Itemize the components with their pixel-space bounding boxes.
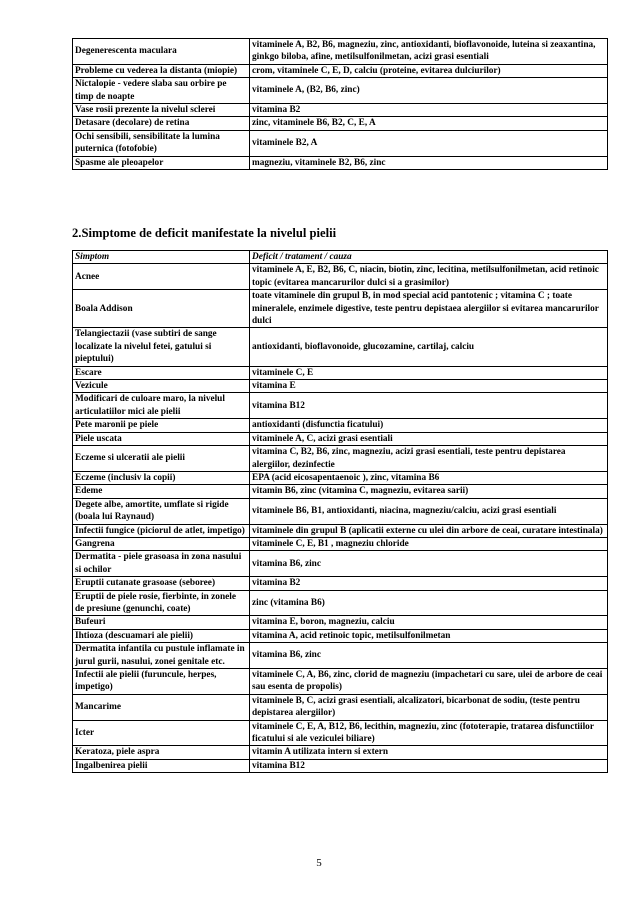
- table-row: [73, 759, 608, 772]
- deficit-cell: vitamina C, B2, B6, zinc, magneziu, acizi grasi esentiali, teste pentru depistarea alergiilor, dezinfectie: [250, 446, 608, 472]
- table-row: [73, 419, 608, 432]
- deficit-cell: vitamina B6, zinc: [250, 551, 608, 577]
- table-row: [73, 117, 608, 130]
- symptom-cell: Modificari de culoare maro, la nivelul articulatiilor mici ale pielii: [73, 393, 250, 419]
- table-header-row: [73, 251, 608, 264]
- deficit-cell: vitaminele A, (B2, B6, zinc): [250, 78, 608, 104]
- deficit-cell: vitamin B6, zinc (vitamina C, magneziu, evitarea sarii): [250, 485, 608, 498]
- table-row: [73, 498, 608, 524]
- table-row: [73, 130, 608, 156]
- symptom-cell: Keratoza, piele aspra: [73, 746, 250, 759]
- deficit-cell: magneziu, vitaminele B2, B6, zinc: [250, 156, 608, 169]
- deficit-cell: vitaminele C, A, B6, zinc, clorid de magneziu (impachetari cu sare, ulei de arbore de ceai sau esenta de propolis): [250, 669, 608, 695]
- table-row: [73, 104, 608, 117]
- section-2-heading: 2.Simptome de deficit manifestate la nivelul pielii: [72, 226, 337, 240]
- deficit-cell: vitaminele din grupul B (aplicatii externe cu ulei din arbore de ceai, curatare intestinala): [250, 524, 608, 537]
- deficit-cell: vitamina B2: [250, 577, 608, 590]
- table-row: [73, 471, 608, 484]
- table-row: [73, 393, 608, 419]
- deficit-cell: vitaminele B, C, acizi grasi esentiali, alcalizatori, bicarbonat de sodiu, (teste pentru depistarea alergiilor): [250, 694, 608, 720]
- table-row: [73, 290, 608, 328]
- deficit-cell: vitamin A utilizata intern si extern: [250, 746, 608, 759]
- deficit-cell: antioxidanti (disfunctia ficatului): [250, 419, 608, 432]
- symptom-cell: Dermatita - piele grasoasa in zona nasului si ochilor: [73, 551, 250, 577]
- deficit-cell: vitaminele C, E, A, B12, B6, lecithin, magneziu, zinc (fototerapie, tratarea disfunctiilor ficatului si ale veziculei biliare): [250, 720, 608, 746]
- deficit-cell: zinc, vitaminele B6, B2, C, E, A: [250, 117, 608, 130]
- symptom-cell: Icter: [73, 720, 250, 746]
- eye-symptoms-table: [72, 38, 608, 170]
- symptom-cell: Bufeuri: [73, 616, 250, 629]
- deficit-cell: vitaminele A, E, B2, B6, C, niacin, biotin, zinc, lecitina, metilsulfonilmetan, acid retinoic topic (evitarea mancarurilor dulci si a grasimilor): [250, 264, 608, 290]
- symptom-cell: Eczeme si ulceratii ale pielii: [73, 446, 250, 472]
- symptom-cell: Piele uscata: [73, 432, 250, 445]
- symptom-cell: Eruptii de piele rosie, fierbinte, in zonele de presiune (genunchi, coate): [73, 590, 250, 616]
- symptom-cell: Probleme cu vederea la distanta (miopie): [73, 64, 250, 77]
- table-row: [73, 694, 608, 720]
- symptom-cell: Eczeme (inclusiv la copii): [73, 471, 250, 484]
- symptom-cell: Edeme: [73, 485, 250, 498]
- symptom-cell: Boala Addison: [73, 290, 250, 328]
- symptom-cell: Infectii ale pielii (furuncule, herpes, impetigo): [73, 669, 250, 695]
- deficit-cell: vitamina B6, zinc: [250, 643, 608, 669]
- deficit-cell: toate vitaminele din grupul B, in mod special acid pantotenic ; vitamina C ; toate mineralele, enzimele digestive, teste pentru depistaea alergiilor si evitarea mancarurilor dulci: [250, 290, 608, 328]
- table-row: [73, 629, 608, 642]
- symptom-cell: Detasare (decolare) de retina: [73, 117, 250, 130]
- table-row: [73, 78, 608, 104]
- symptom-cell: Eruptii cutanate grasoase (seboree): [73, 577, 250, 590]
- page-number: 5: [316, 857, 322, 869]
- table-row: [73, 446, 608, 472]
- symptom-cell: Ihtioza (descuamari ale pielii): [73, 629, 250, 642]
- table-row: [73, 156, 608, 169]
- deficit-cell: vitamina B2: [250, 104, 608, 117]
- deficit-cell: vitamina B12: [250, 393, 608, 419]
- symptom-cell: Degete albe, amortite, umflate si rigide (boala lui Raynaud): [73, 498, 250, 524]
- skin-symptoms-table: [72, 250, 608, 773]
- symptom-cell: Degenerescenta maculara: [73, 39, 250, 65]
- symptom-cell: Escare: [73, 366, 250, 379]
- table-row: [73, 669, 608, 695]
- table-row: [73, 537, 608, 550]
- table-row: [73, 485, 608, 498]
- table-row: [73, 39, 608, 65]
- deficit-cell: vitaminele C, E, B1 , magneziu chloride: [250, 537, 608, 550]
- deficit-cell: vitamina B12: [250, 759, 608, 772]
- deficit-cell: vitaminele C, E: [250, 366, 608, 379]
- symptom-cell: Vezicule: [73, 380, 250, 393]
- symptom-cell: Telangiectazii (vase subtiri de sange localizate la nivelul fetei, gatului si pieptului): [73, 328, 250, 366]
- deficit-cell: antioxidanti, bioflavonoide, glucozamine, cartilaj, calciu: [250, 328, 608, 366]
- table-row: [73, 616, 608, 629]
- symptom-cell: Vase rosii prezente la nivelul sclerei: [73, 104, 250, 117]
- symptom-cell: Nictalopie - vedere slaba sau orbire pe timp de noapte: [73, 78, 250, 104]
- deficit-cell: vitaminele A, C, acizi grasi esentiali: [250, 432, 608, 445]
- deficit-cell: zinc (vitamina B6): [250, 590, 608, 616]
- deficit-cell: vitaminele A, B2, B6, magneziu, zinc, antioxidanti, bioflavonoide, luteina si zeaxantina, ginkgo biloba, afine, metilsulfonilmetan, acizi grasi esentiali: [250, 39, 608, 65]
- table-row: [73, 720, 608, 746]
- table-row: [73, 328, 608, 366]
- deficit-cell: vitamina E: [250, 380, 608, 393]
- deficit-cell: vitaminele B2, A: [250, 130, 608, 156]
- symptom-cell: Mancarime: [73, 694, 250, 720]
- symptom-cell: Pete maronii pe piele: [73, 419, 250, 432]
- deficit-cell: crom, vitaminele C, E, D, calciu (proteine, evitarea dulciurilor): [250, 64, 608, 77]
- header-symptom: Simptom: [73, 251, 250, 264]
- symptom-cell: Gangrena: [73, 537, 250, 550]
- symptom-cell: Ochi sensibili, sensibilitate la lumina puternica (fotofobie): [73, 130, 250, 156]
- table-row: [73, 746, 608, 759]
- deficit-cell: vitamina A, acid retinoic topic, metilsulfonilmetan: [250, 629, 608, 642]
- table-row: [73, 524, 608, 537]
- table-row: [73, 643, 608, 669]
- table-row: [73, 380, 608, 393]
- deficit-cell: vitaminele B6, B1, antioxidanti, niacina, magneziu/calciu, acizi grasi esentiali: [250, 498, 608, 524]
- header-deficit: Deficit / tratament / cauza: [250, 251, 608, 264]
- symptom-cell: Ingalbenirea pielii: [73, 759, 250, 772]
- table-row: [73, 64, 608, 77]
- table-row: [73, 264, 608, 290]
- symptom-cell: Acnee: [73, 264, 250, 290]
- table-row: [73, 432, 608, 445]
- table-row: [73, 590, 608, 616]
- symptom-cell: Dermatita infantila cu pustule inflamate in jurul gurii, nasului, zonei genitale etc.: [73, 643, 250, 669]
- table-row: [73, 577, 608, 590]
- symptom-cell: Spasme ale pleoapelor: [73, 156, 250, 169]
- table-row: [73, 366, 608, 379]
- symptom-cell: Infectii fungice (piciorul de atlet, impetigo): [73, 524, 250, 537]
- table-row: [73, 551, 608, 577]
- deficit-cell: EPA (acid eicosapentaenoic ), zinc, vitamina B6: [250, 471, 608, 484]
- deficit-cell: vitamina E, boron, magneziu, calciu: [250, 616, 608, 629]
